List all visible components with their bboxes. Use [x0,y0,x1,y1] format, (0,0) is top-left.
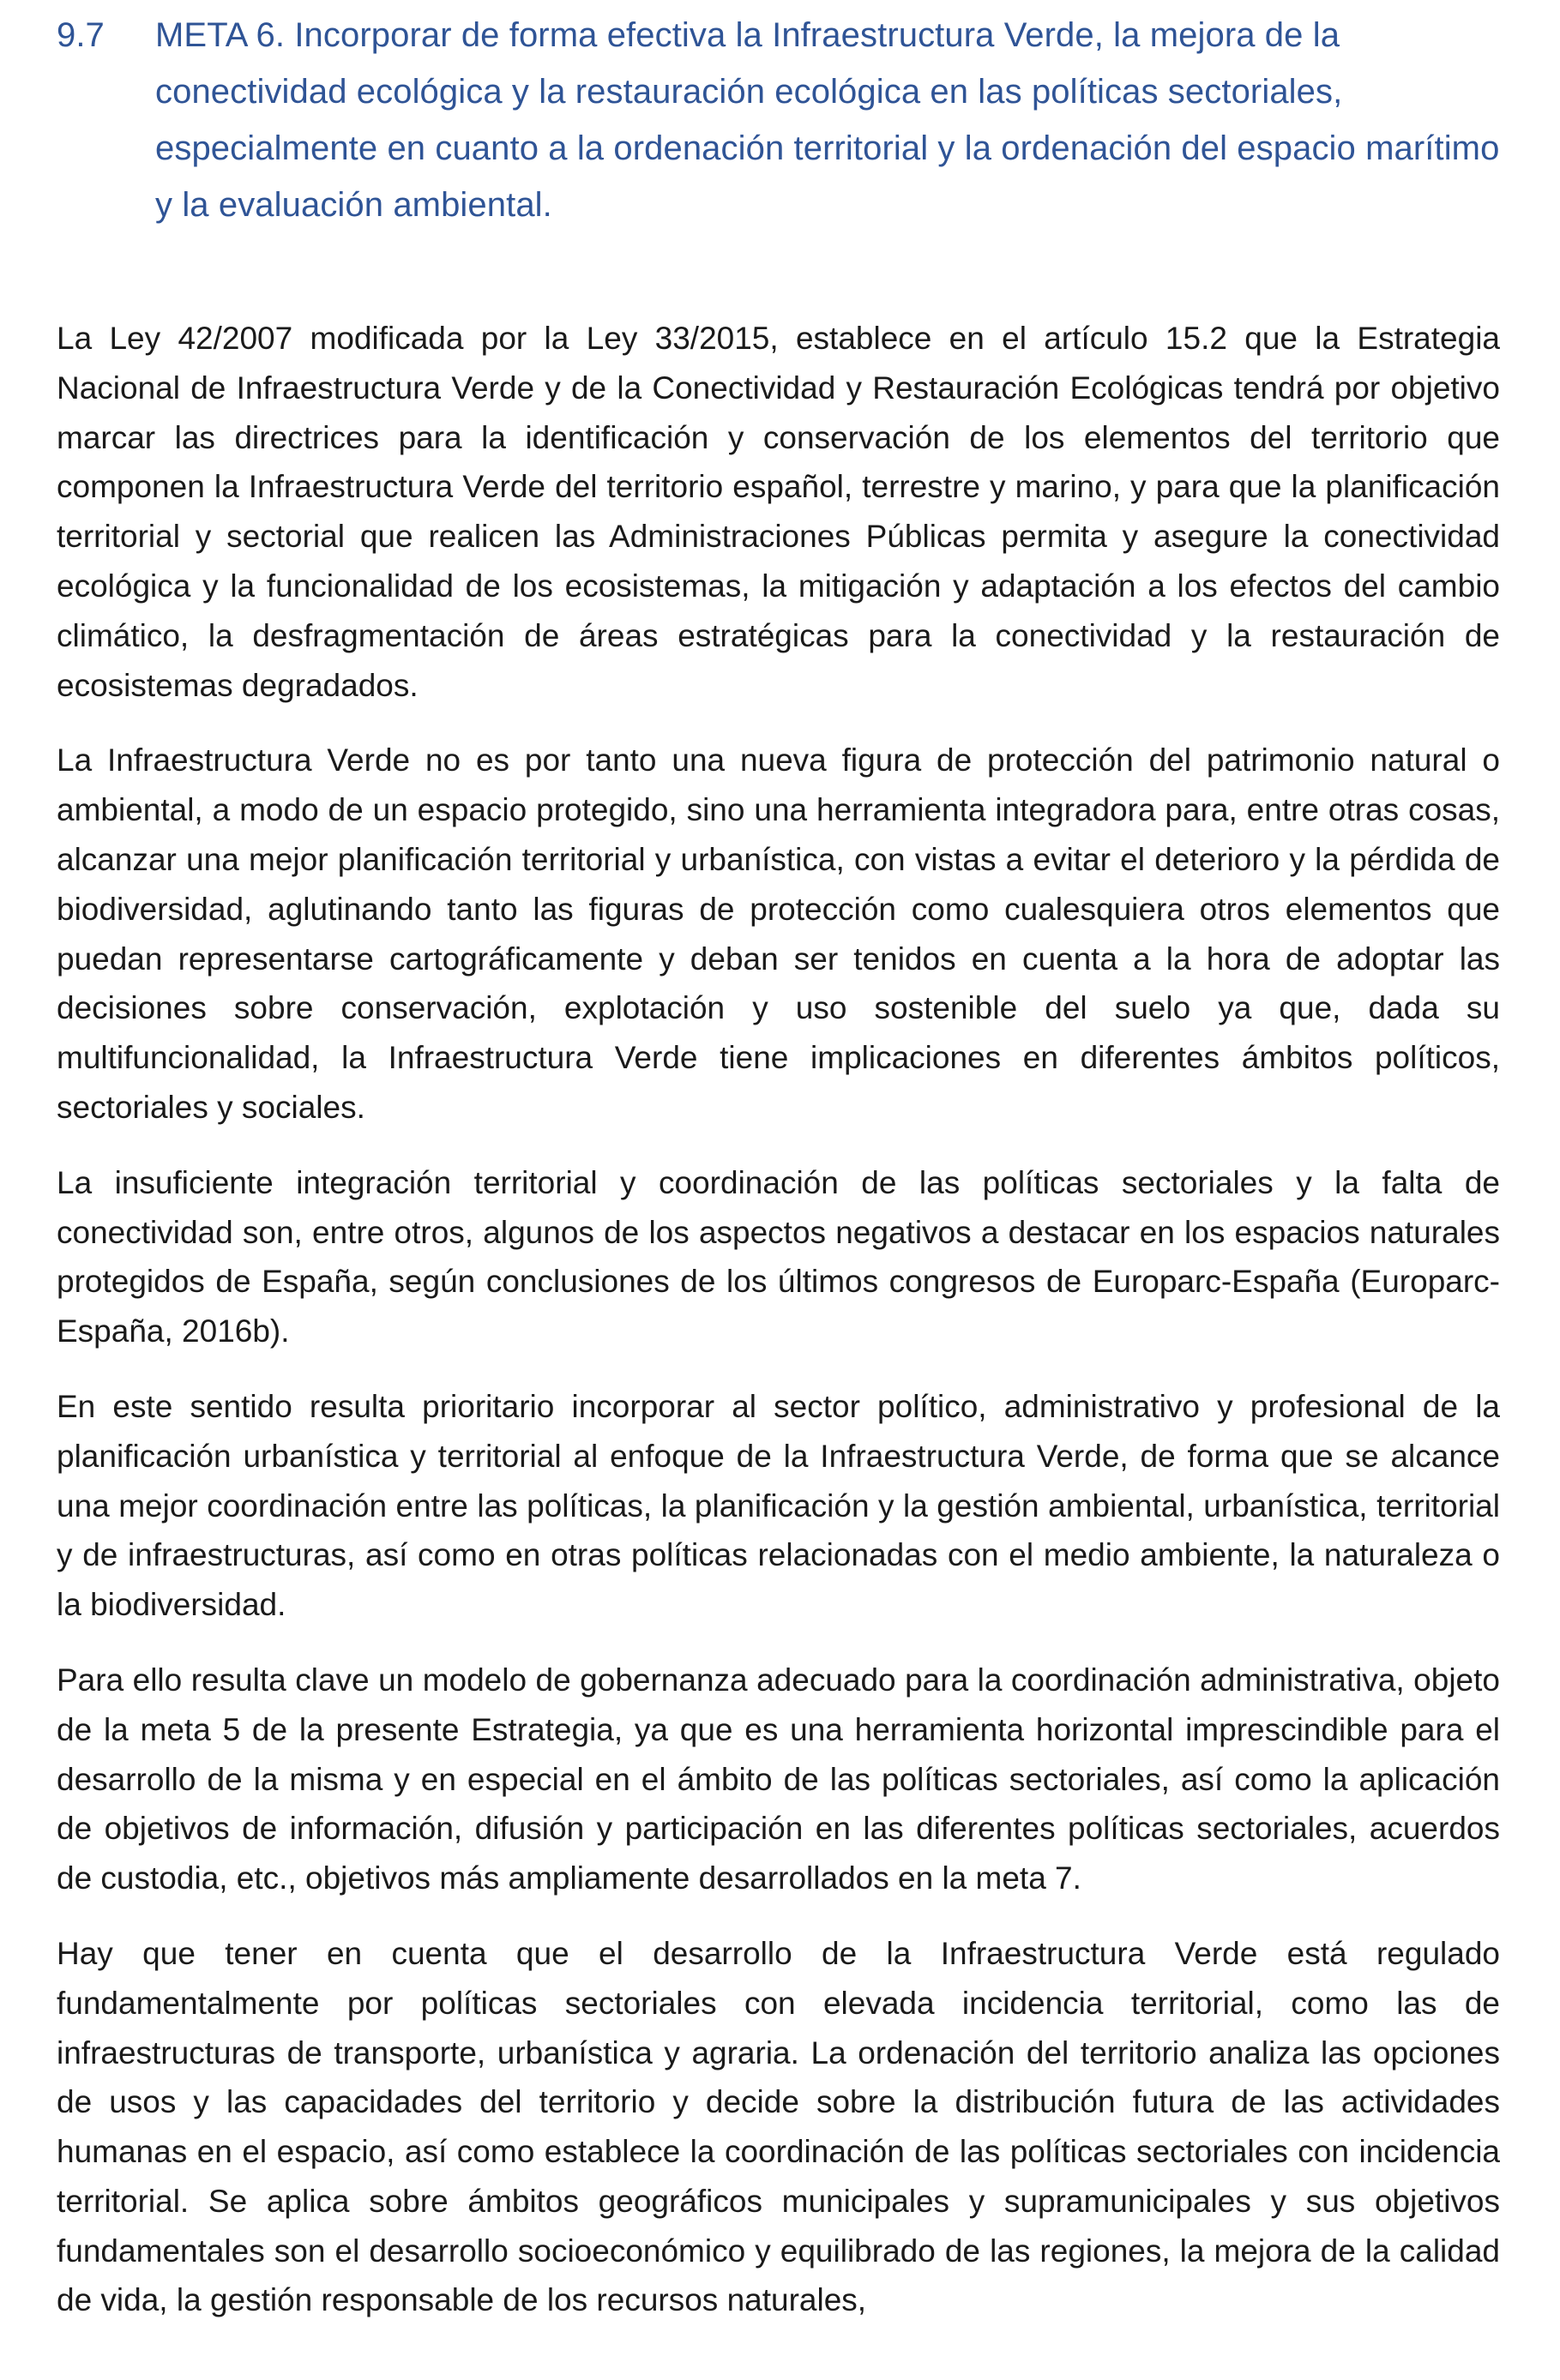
paragraph-1: La Ley 42/2007 modificada por la Ley 33/2015, establece en el artículo 15.2 que la Estrategia Nacional de Infraestructura Verde y de la Conectividad y Restauración Ecológicas tendrá por objetivo marcar las directrices para la identificación y conservación de los elementos del territorio que componen la Infraestructura Verde del territorio español, terrestre y marino, y para que la planificación territorial y sectorial que realicen las Administraciones Públicas permita y asegure la conectividad ecológica y la funcionalidad de los ecosistemas, la mitigación y adaptación a los efectos del cambio climático, la desfragmentación de áreas estratégicas para la conectividad y la restauración de ecosistemas degradados. [57,321,1500,703]
paragraph-3: La insuficiente integración territorial y coordinación de las políticas sectoriales y la falta de conectividad son, entre otros, algunos de los aspectos negativos a destacar en los espacios naturales protegidos de España, según conclusiones de los últimos congresos de Europarc-España (Europarc-España, 2016b). [57,1164,1500,1349]
paragraph-5: Para ello resulta clave un modelo de gobernanza adecuado para la coordinación administrativa, objeto de la meta 5 de la presente Estrategia, ya que es una herramienta horizontal imprescindible para el desarrollo de la misma y en especial en el ámbito de las políticas sectoriales, así como la aplicación de objetivos de información, difusión y participación en las diferentes políticas sectoriales, acuerdos de custodia, etc., objetivos más ampliamente desarrollados en la meta 7. [57,1662,1500,1896]
section-title: META 6. Incorporar de forma efectiva la Infraestructura Verde, la mejora de la conectividad ecológica y la restauración ecológica en las políticas sectoriales, especialmente en cuanto a la ordenación territorial y la ordenación del espacio marítimo y la evaluación ambiental. [155,16,1500,224]
section-heading [57,7,1515,233]
paragraph-4: En este sentido resulta prioritario incorporar al sector político, administrativo y profesional de la planificación urbanística y territorial al enfoque de la Infraestructura Verde, de forma que se alcance una mejor coordinación entre las políticas, la planificación y la gestión ambiental, urbanística, territorial y de infraestructuras, así como en otras políticas relacionadas con el medio ambiente, la naturaleza o la biodiversidad. [57,1388,1500,1623]
section-number: 9.7 [57,16,105,54]
paragraph-2: La Infraestructura Verde no es por tanto una nueva figura de protección del patrimonio natural o ambiental, a modo de un espacio protegido, sino una herramienta integradora para, entre otras cosas, alcanzar una mejor planificación territorial y urbanística, con vistas a evitar el deterioro y la pérdida de biodiversidad, aglutinando tanto las figuras de protección como cualesquiera otros elementos que puedan representarse cartográficamente y deban ser tenidos en cuenta a la hora de adoptar las decisiones sobre conservación, explotación y uso sostenible del suelo ya que, dada su multifuncionalidad, la Infraestructura Verde tiene implicaciones en diferentes ámbitos políticos, sectoriales y sociales. [57,742,1500,1125]
paragraph-6: Hay que tener en cuenta que el desarrollo de la Infraestructura Verde está regulado fundamentalmente por políticas sectoriales con elevada incidencia territorial, como las de infraestructuras de transporte, urbanística y agraria. La ordenación del territorio analiza las opciones de usos y las capacidades del territorio y decide sobre la distribución futura de las actividades humanas en el espacio, así como establece la coordinación de las políticas sectoriales con incidencia territorial. Se aplica sobre ámbitos geográficos municipales y supramunicipales y sus objetivos fundamentales son el desarrollo socioeconómico y equilibrado de las regiones, la mejora de la calidad de vida, la gestión responsable de los recursos naturales, [57,1935,1500,2318]
document-body [57,314,1500,2351]
